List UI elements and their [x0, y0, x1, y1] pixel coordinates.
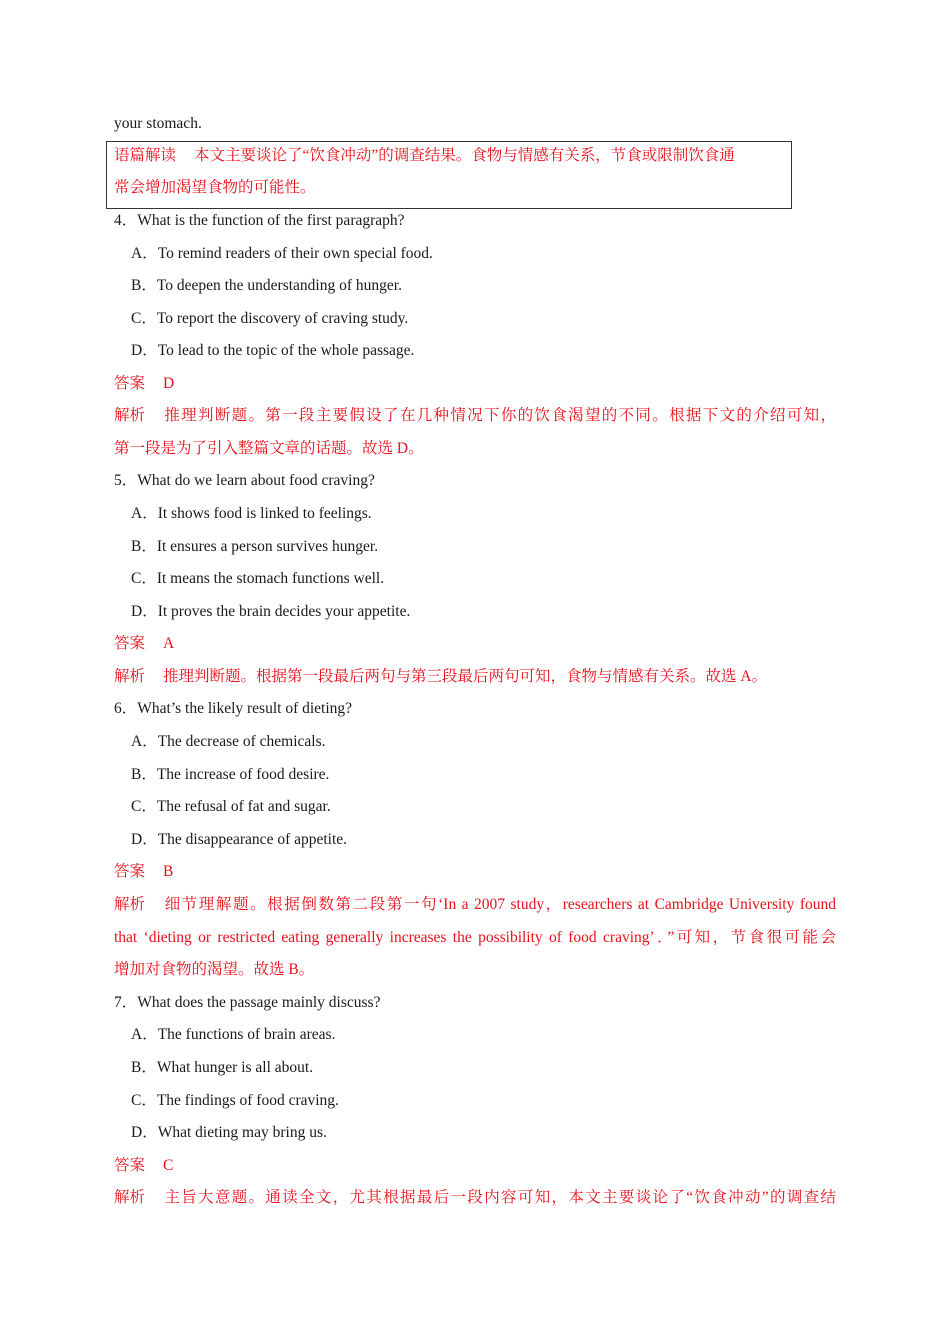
answer-value: D — [163, 375, 175, 392]
option-b: B．It ensures a person survives hunger. — [131, 538, 379, 555]
answer-value: B — [163, 863, 174, 880]
option-b: B．The increase of food desire. — [131, 766, 330, 783]
analysis-label: 解析 — [114, 1189, 146, 1206]
analysis-line: 解析 主旨大意题。通读全文，尤其根据最后一段内容可知，本文主要谈论了“饮食冲动”的调查结 — [114, 1189, 836, 1206]
analysis-line: 第一段是为了引入整篇文章的话题。故选 D。 — [114, 440, 424, 457]
option-a: A．The decrease of chemicals. — [131, 733, 326, 750]
option-d: D．What dieting may bring us. — [131, 1124, 327, 1141]
analysis-line: 解析 细节理解题。根据倒数第二段第一句‘In a 2007 study，researchers at Cambridge University found — [114, 896, 836, 913]
answer-line — [114, 1156, 173, 1176]
answer-value: A — [163, 635, 175, 652]
analysis-line: 解析 推理判断题。根据第一段最后两句与第三段最后两句可知，食物与情感有关系。故选 A。 — [114, 668, 768, 685]
intro-tail-text: your stomach. — [114, 115, 202, 132]
answer-label: 答案 — [114, 1157, 146, 1174]
summary-line-2: 常会增加渴望食物的可能性。 — [114, 179, 316, 196]
answer-label: 答案 — [114, 375, 146, 392]
option-b: B．What hunger is all about. — [131, 1059, 314, 1076]
option-d: D．The disappearance of appetite. — [131, 831, 348, 848]
answer-line — [114, 634, 174, 654]
option-c: C．The findings of food craving. — [131, 1092, 339, 1109]
analysis-label: 解析 — [114, 407, 146, 424]
option-c: C．It means the stomach functions well. — [131, 570, 385, 587]
option-a: A．The functions of brain areas. — [131, 1026, 336, 1043]
question-stem: 7．What does the passage mainly discuss? — [114, 994, 381, 1011]
option-d: D．To lead to the topic of the whole passage. — [131, 342, 415, 359]
answer-line — [114, 374, 174, 394]
summary-box — [106, 141, 792, 209]
option-c: C．To report the discovery of craving study. — [131, 310, 409, 327]
analysis-label: 解析 — [114, 668, 146, 685]
analysis-label: 解析 — [114, 896, 146, 913]
option-d: D．It proves the brain decides your appetite. — [131, 603, 411, 620]
analysis-line: that ‘dieting or restricted eating generally increases the possibility of food craving’．”可知，节食很可能会 — [114, 929, 836, 946]
summary-line-1: 语篇解读 本文主要谈论了“饮食冲动”的调查结果。食物与情感有关系，节食或限制饮食通 — [114, 147, 735, 164]
question-stem: 6．What’s the likely result of dieting? — [114, 700, 353, 717]
analysis-line: 解析 推理判断题。第一段主要假设了在几种情况下你的饮食渴望的不同。根据下文的介绍可知， — [114, 407, 836, 424]
answer-label: 答案 — [114, 863, 146, 880]
question-stem: 5．What do we learn about food craving? — [114, 472, 375, 489]
option-a: A．It shows food is linked to feelings. — [131, 505, 372, 522]
answer-line — [114, 862, 173, 882]
question-stem: 4．What is the function of the first paragraph? — [114, 212, 405, 229]
option-a: A．To remind readers of their own special food. — [131, 245, 433, 262]
option-c: C．The refusal of fat and sugar. — [131, 798, 331, 815]
option-b: B．To deepen the understanding of hunger. — [131, 277, 402, 294]
answer-value: C — [163, 1157, 174, 1174]
analysis-line: 增加对食物的渴望。故选 B。 — [114, 961, 315, 978]
summary-label: 语篇解读 — [114, 147, 177, 164]
answer-label: 答案 — [114, 635, 146, 652]
